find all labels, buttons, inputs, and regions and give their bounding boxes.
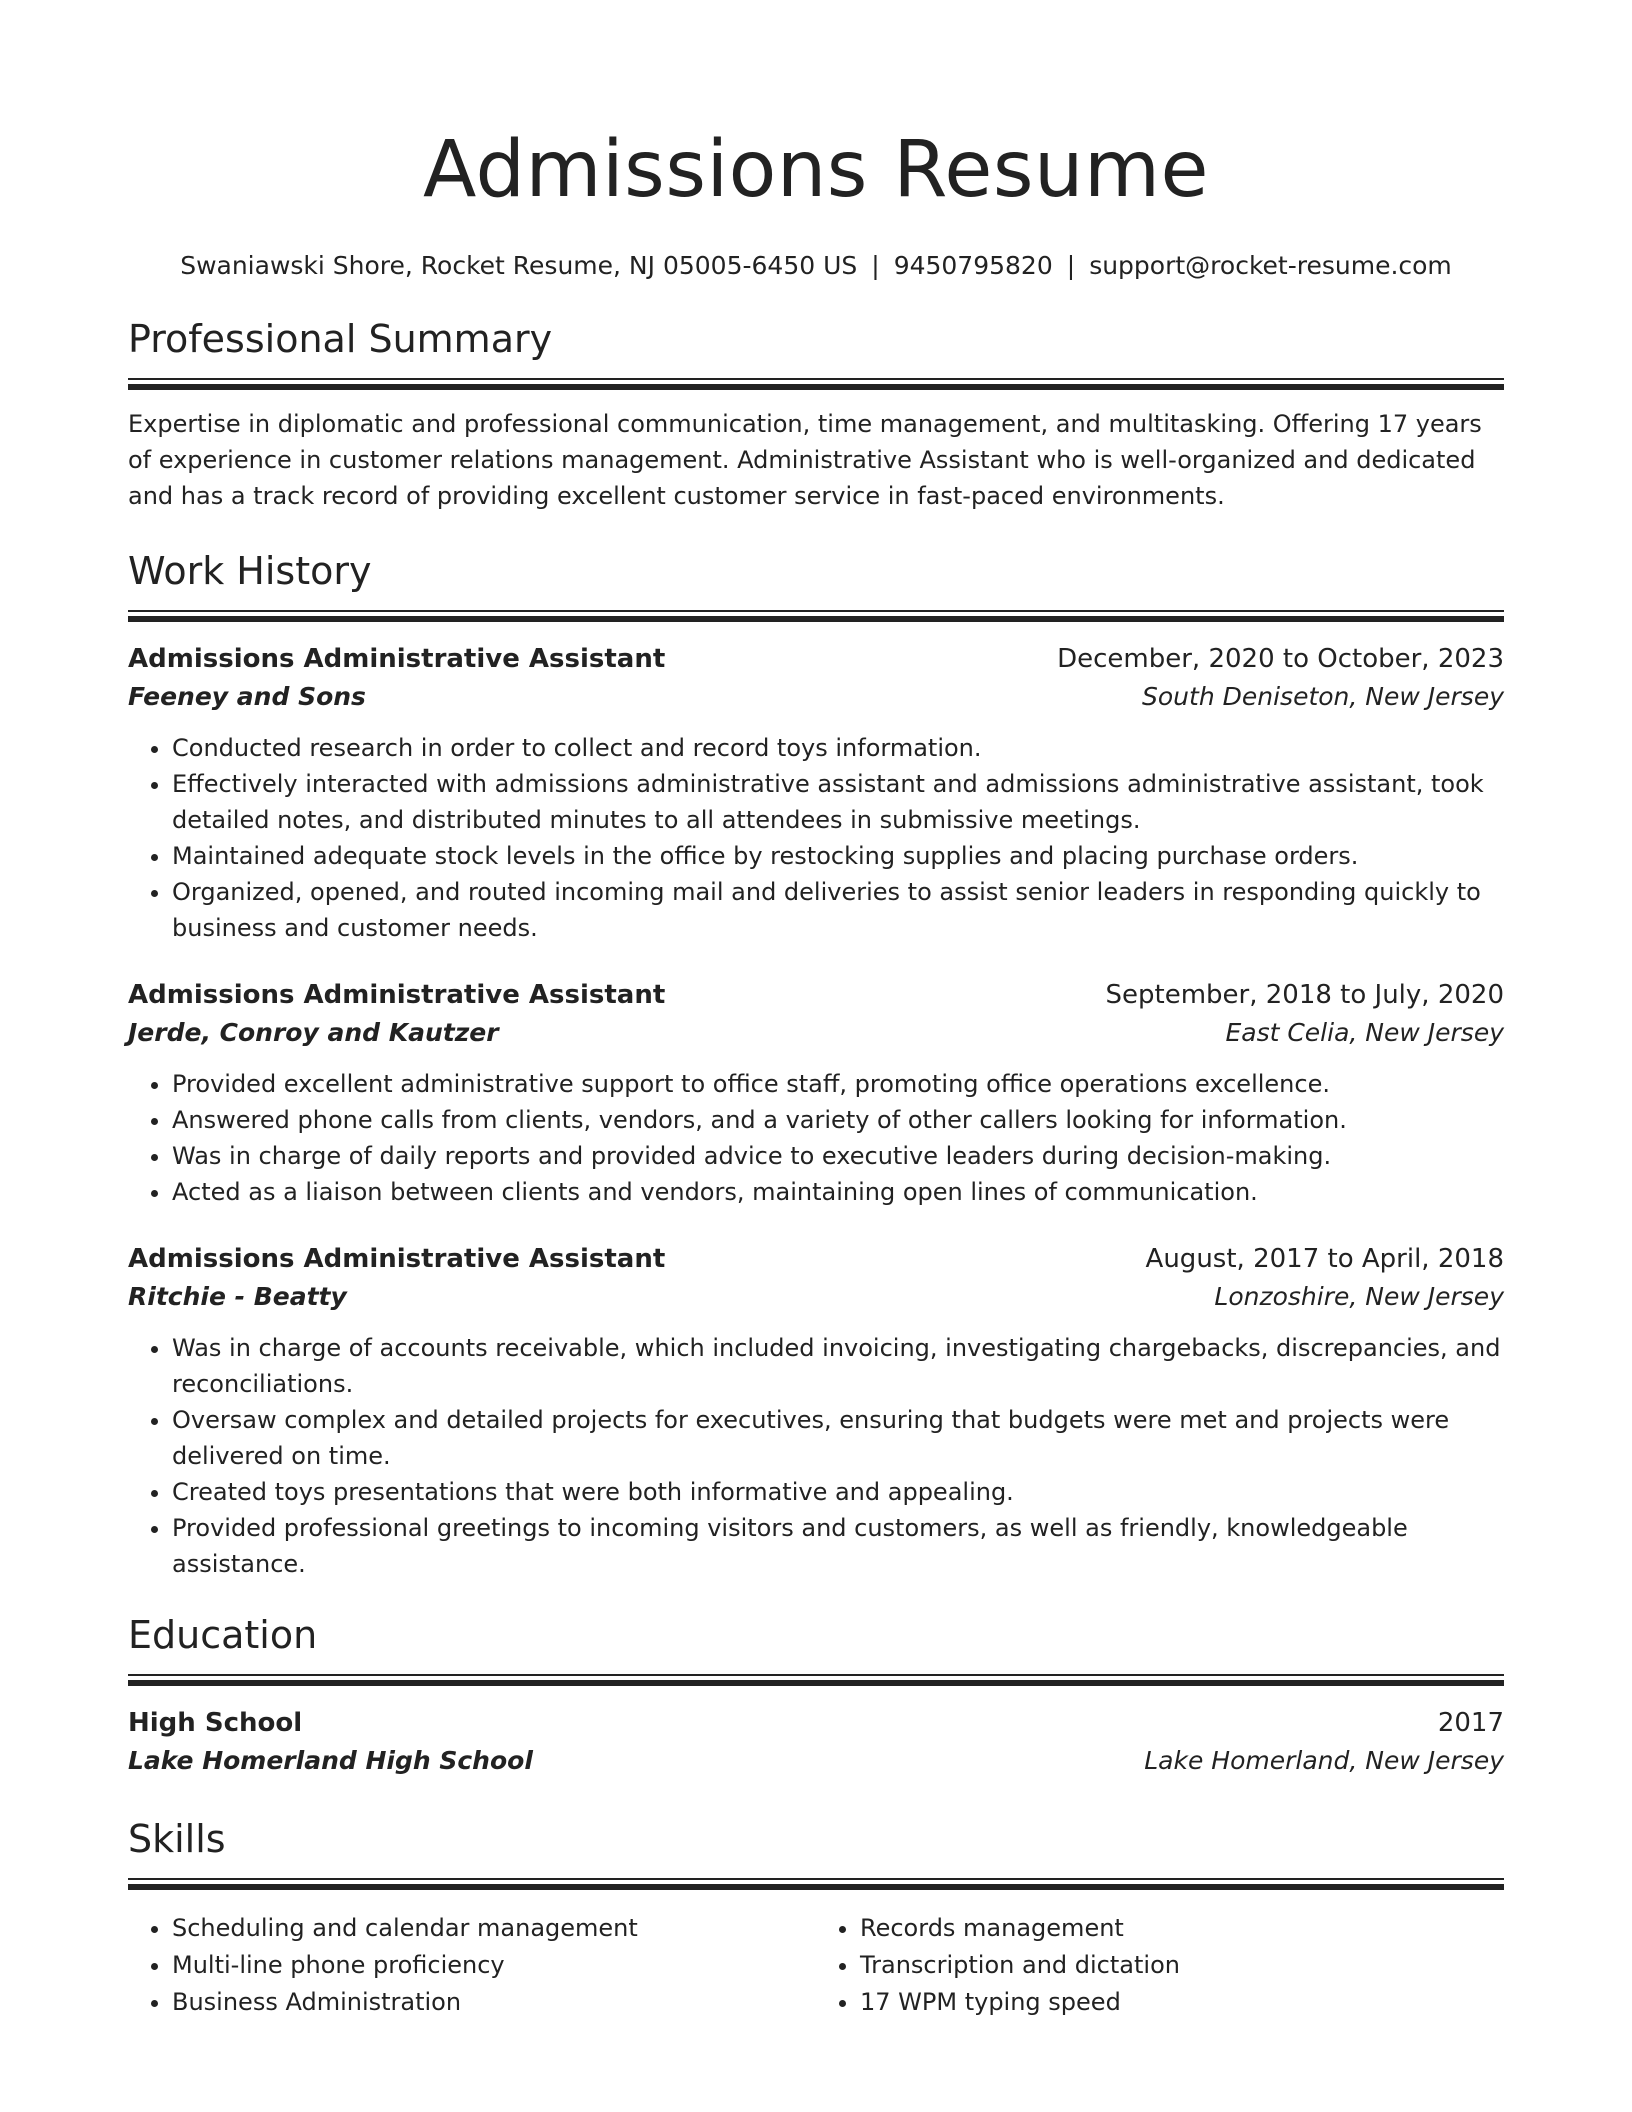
job-subheader: [128, 678, 1504, 716]
summary-section: [128, 314, 1504, 514]
resume-title: Admissions Resume: [423, 125, 1209, 215]
job-entry: [128, 1240, 1504, 1582]
list-item: • Effectively interacted with admissions administrative assistant and admissions administrative assistant, took detailed notes, and distributed minutes to all attendees in submissive meetings.: [172, 766, 1504, 838]
contact-email: support@rocket-resume.com: [1089, 251, 1452, 280]
contact-address: Swaniawski Shore, Rocket Resume, NJ 05005-6450 US: [180, 251, 858, 280]
list-item: • Oversaw complex and detailed projects for executives, ensuring that budgets were met and projects were delivered on time.: [172, 1402, 1504, 1474]
section-title-work: Work History: [128, 549, 372, 593]
list-item: • Was in charge of accounts receivable, which included invoicing, investigating chargebacks, discrepancies, and reconciliations.: [172, 1330, 1504, 1402]
education-year: 2017: [1437, 1708, 1504, 1738]
section-title-education: Education: [128, 1613, 318, 1657]
job-entry: [128, 976, 1504, 1210]
contact-separator: |: [871, 251, 880, 280]
skill-item: • Transcription and dictation: [860, 1947, 1504, 1984]
skill-item: • Scheduling and calendar management: [172, 1910, 816, 1947]
education-entry: [128, 1704, 1504, 1780]
education-section: [128, 1610, 1504, 1780]
list-item: • Conducted research in order to collect and record toys information.: [172, 730, 1504, 766]
skill-item: • 17 WPM typing speed: [860, 1984, 1504, 2021]
education-location: Lake Homerland, New Jersey: [1144, 1746, 1504, 1775]
job-location: Lonzoshire, New Jersey: [1214, 1282, 1504, 1311]
job-company: Feeney and Sons: [128, 682, 366, 711]
job-location: South Deniseton, New Jersey: [1142, 682, 1504, 711]
job-header: [128, 640, 1504, 678]
section-divider: [128, 1674, 1504, 1686]
skill-item: • Business Administration: [172, 1984, 816, 2021]
section-title-skills: Skills: [128, 1817, 226, 1861]
job-dates: August, 2017 to April, 2018: [1145, 1244, 1504, 1274]
job-company: Ritchie - Beatty: [128, 1282, 347, 1311]
education-school: Lake Homerland High School: [128, 1746, 533, 1775]
job-bullets: [128, 730, 1504, 946]
list-item: • Answered phone calls from clients, vendors, and a variety of other callers looking for information.: [172, 1102, 1504, 1138]
education-degree: High School: [128, 1708, 303, 1738]
list-item: • Provided excellent administrative support to office staff, promoting office operations excellence.: [172, 1066, 1504, 1102]
list-item: • Acted as a liaison between clients and vendors, maintaining open lines of communication.: [172, 1174, 1504, 1210]
contact-separator: |: [1066, 251, 1076, 280]
list-item: • Maintained adequate stock levels in the office by restocking supplies and placing purchase orders.: [172, 838, 1504, 874]
skill-item: • Multi-line phone proficiency: [172, 1947, 816, 1984]
skills-section: [128, 1814, 1504, 2021]
section-title-summary: Professional Summary: [128, 317, 553, 361]
job-location: East Celia, New Jersey: [1225, 1018, 1504, 1047]
section-divider: [128, 610, 1504, 622]
list-item: • Provided professional greetings to incoming visitors and customers, as well as friendly, knowledgeable assistance.: [172, 1510, 1504, 1582]
job-header: [128, 1240, 1504, 1278]
job-title: Admissions Administrative Assistant: [128, 980, 666, 1010]
job-entry: [128, 640, 1504, 946]
job-header: [128, 976, 1504, 1014]
list-item: • Organized, opened, and routed incoming mail and deliveries to assist senior leaders in responding quickly to business and customer needs.: [172, 874, 1504, 946]
job-subheader: [128, 1014, 1504, 1052]
education-header: [128, 1704, 1504, 1742]
list-item: • Was in charge of daily reports and provided advice to executive leaders during decision-making.: [172, 1138, 1504, 1174]
section-divider: [128, 1878, 1504, 1890]
job-title: Admissions Administrative Assistant: [128, 644, 666, 674]
contact-phone: 9450795820: [893, 251, 1053, 280]
job-dates: September, 2018 to July, 2020: [1105, 980, 1504, 1010]
job-subheader: [128, 1278, 1504, 1316]
job-company: Jerde, Conroy and Kautzer: [128, 1018, 499, 1047]
summary-text: Expertise in diplomatic and professional communication, time management, and multitasking. Offering 17 years of experience in customer relations management. Administrative Assistant who is well-organized and dedicated and has a track record of providing excellent customer service in fast-paced environments.: [128, 410, 1482, 510]
work-section: [128, 546, 1504, 1582]
skills-list-left: [128, 1910, 816, 2021]
job-bullets: [128, 1066, 1504, 1210]
contact-line: [128, 248, 1504, 284]
section-divider: [128, 378, 1504, 390]
job-dates: December, 2020 to October, 2023: [1057, 644, 1504, 674]
education-subheader: [128, 1742, 1504, 1780]
job-bullets: [128, 1330, 1504, 1582]
skills-list-right: [816, 1910, 1504, 2021]
skills-columns: [128, 1910, 1504, 2021]
job-title: Admissions Administrative Assistant: [128, 1244, 666, 1274]
skill-item: • Records management: [860, 1910, 1504, 1947]
list-item: • Created toys presentations that were both informative and appealing.: [172, 1474, 1504, 1510]
